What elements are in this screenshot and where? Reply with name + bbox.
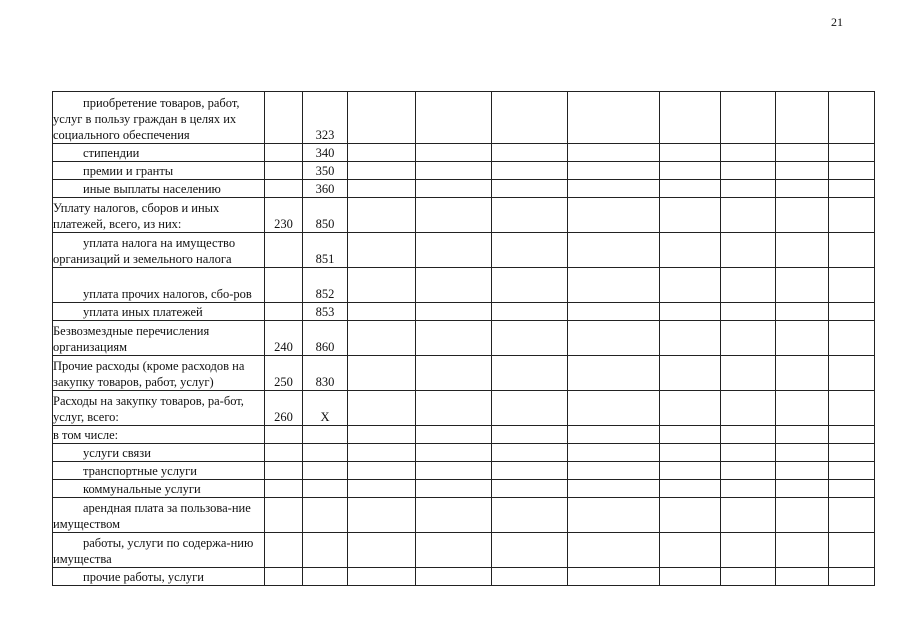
amount-cell [721, 462, 776, 480]
table-row [53, 568, 875, 586]
line-code-cell [265, 180, 303, 198]
amount-cell [568, 321, 660, 356]
amount-cell [721, 498, 776, 533]
line-code-cell [265, 533, 303, 568]
row-label: работы, услуги по содержа-нию имущества [53, 533, 265, 568]
amount-cell [660, 303, 721, 321]
table-row [53, 268, 875, 303]
amount-cell [829, 568, 875, 586]
table-row [53, 533, 875, 568]
amount-cell [776, 533, 829, 568]
amount-cell [416, 180, 492, 198]
kbk-code-cell [303, 462, 348, 480]
amount-cell [721, 444, 776, 462]
amount-cell [660, 144, 721, 162]
amount-cell [492, 180, 568, 198]
amount-cell [492, 198, 568, 233]
amount-cell [829, 162, 875, 180]
financial-plan-table [52, 91, 875, 586]
row-label: Уплату налогов, сборов и иных платежей, всего, из них: [53, 198, 265, 233]
kbk-code-cell: 323 [303, 92, 348, 144]
amount-cell [829, 268, 875, 303]
amount-cell [660, 426, 721, 444]
amount-cell [776, 321, 829, 356]
kbk-code-cell [303, 480, 348, 498]
amount-cell [348, 198, 416, 233]
line-code-cell [265, 303, 303, 321]
amount-cell [492, 498, 568, 533]
amount-cell [348, 533, 416, 568]
amount-cell [776, 180, 829, 198]
amount-cell [568, 444, 660, 462]
amount-cell [829, 321, 875, 356]
row-label: премии и гранты [53, 162, 265, 180]
row-label: уплата иных платежей [53, 303, 265, 321]
amount-cell [721, 480, 776, 498]
amount-cell [829, 303, 875, 321]
amount-cell [568, 480, 660, 498]
amount-cell [568, 198, 660, 233]
amount-cell [829, 426, 875, 444]
table-row [53, 180, 875, 198]
amount-cell [568, 498, 660, 533]
row-label: Расходы на закупку товаров, ра-бот, услуг, всего: [53, 391, 265, 426]
amount-cell [348, 426, 416, 444]
table-row [53, 198, 875, 233]
kbk-code-cell: 850 [303, 198, 348, 233]
kbk-code-cell [303, 568, 348, 586]
line-code-cell: 250 [265, 356, 303, 391]
amount-cell [660, 233, 721, 268]
table-row [53, 391, 875, 426]
amount-cell [660, 391, 721, 426]
amount-cell [348, 391, 416, 426]
amount-cell [660, 568, 721, 586]
amount-cell [568, 533, 660, 568]
amount-cell [416, 162, 492, 180]
kbk-code-cell: 853 [303, 303, 348, 321]
amount-cell [416, 303, 492, 321]
amount-cell [721, 568, 776, 586]
amount-cell [829, 462, 875, 480]
amount-cell [776, 92, 829, 144]
amount-cell [776, 198, 829, 233]
amount-cell [492, 356, 568, 391]
amount-cell [829, 498, 875, 533]
kbk-code-cell: 360 [303, 180, 348, 198]
amount-cell [829, 92, 875, 144]
amount-cell [829, 444, 875, 462]
amount-cell [829, 144, 875, 162]
row-label: уплата налога на имущество организаций и земельного налога [53, 233, 265, 268]
amount-cell [568, 462, 660, 480]
amount-cell [348, 321, 416, 356]
amount-cell [721, 321, 776, 356]
table-row [53, 144, 875, 162]
amount-cell [568, 356, 660, 391]
amount-cell [721, 92, 776, 144]
row-label: стипендии [53, 144, 265, 162]
amount-cell [721, 303, 776, 321]
table-row [53, 444, 875, 462]
amount-cell [416, 426, 492, 444]
amount-cell [416, 444, 492, 462]
table-row [53, 321, 875, 356]
row-label: Прочие расходы (кроме расходов на закупку товаров, работ, услуг) [53, 356, 265, 391]
table-row [53, 426, 875, 444]
amount-cell [776, 568, 829, 586]
amount-cell [776, 268, 829, 303]
amount-cell [776, 391, 829, 426]
amount-cell [492, 144, 568, 162]
line-code-cell [265, 568, 303, 586]
line-code-cell: 240 [265, 321, 303, 356]
kbk-code-cell: 852 [303, 268, 348, 303]
kbk-code-cell: 860 [303, 321, 348, 356]
amount-cell [568, 144, 660, 162]
amount-cell [348, 498, 416, 533]
amount-cell [416, 144, 492, 162]
amount-cell [492, 321, 568, 356]
amount-cell [660, 356, 721, 391]
amount-cell [721, 198, 776, 233]
amount-cell [348, 568, 416, 586]
table-row [53, 356, 875, 391]
amount-cell [829, 391, 875, 426]
amount-cell [416, 462, 492, 480]
row-label: прочие работы, услуги [53, 568, 265, 586]
amount-cell [568, 92, 660, 144]
amount-cell [348, 92, 416, 144]
amount-cell [776, 498, 829, 533]
line-code-cell [265, 268, 303, 303]
row-label: приобретение товаров, работ, услуг в пользу граждан в целях их социального обеспечения [53, 92, 265, 144]
amount-cell [348, 480, 416, 498]
table-row [53, 233, 875, 268]
kbk-code-cell [303, 498, 348, 533]
amount-cell [660, 462, 721, 480]
table-row [53, 303, 875, 321]
amount-cell [660, 321, 721, 356]
amount-cell [416, 268, 492, 303]
amount-cell [348, 144, 416, 162]
table-row [53, 92, 875, 144]
amount-cell [829, 533, 875, 568]
amount-cell [492, 391, 568, 426]
amount-cell [660, 92, 721, 144]
amount-cell [348, 233, 416, 268]
table-row [53, 498, 875, 533]
line-code-cell [265, 162, 303, 180]
row-label: иные выплаты населению [53, 180, 265, 198]
row-label: арендная плата за пользова-ние имуществом [53, 498, 265, 533]
amount-cell [492, 233, 568, 268]
amount-cell [416, 198, 492, 233]
kbk-code-cell: 350 [303, 162, 348, 180]
amount-cell [416, 533, 492, 568]
amount-cell [660, 444, 721, 462]
kbk-code-cell [303, 533, 348, 568]
amount-cell [568, 568, 660, 586]
amount-cell [660, 162, 721, 180]
amount-cell [492, 162, 568, 180]
amount-cell [776, 144, 829, 162]
amount-cell [348, 162, 416, 180]
amount-cell [721, 356, 776, 391]
amount-cell [829, 480, 875, 498]
line-code-cell [265, 480, 303, 498]
amount-cell [721, 268, 776, 303]
amount-cell [776, 462, 829, 480]
amount-cell [492, 303, 568, 321]
row-label: в том числе: [53, 426, 265, 444]
amount-cell [348, 444, 416, 462]
amount-cell [776, 303, 829, 321]
amount-cell [721, 391, 776, 426]
amount-cell [829, 233, 875, 268]
amount-cell [721, 162, 776, 180]
amount-cell [660, 198, 721, 233]
kbk-code-cell [303, 444, 348, 462]
amount-cell [492, 444, 568, 462]
amount-cell [348, 268, 416, 303]
amount-cell [492, 462, 568, 480]
amount-cell [721, 233, 776, 268]
amount-cell [660, 268, 721, 303]
row-label: коммунальные услуги [53, 480, 265, 498]
amount-cell [829, 180, 875, 198]
amount-cell [568, 303, 660, 321]
amount-cell [776, 162, 829, 180]
amount-cell [776, 426, 829, 444]
amount-cell [416, 92, 492, 144]
row-label: услуги связи [53, 444, 265, 462]
line-code-cell [265, 144, 303, 162]
amount-cell [660, 533, 721, 568]
amount-cell [416, 480, 492, 498]
kbk-code-cell: 340 [303, 144, 348, 162]
amount-cell [492, 568, 568, 586]
amount-cell [568, 233, 660, 268]
amount-cell [416, 321, 492, 356]
amount-cell [348, 356, 416, 391]
amount-cell [416, 233, 492, 268]
line-code-cell [265, 498, 303, 533]
line-code-cell [265, 462, 303, 480]
amount-cell [568, 426, 660, 444]
kbk-code-cell [303, 426, 348, 444]
amount-cell [776, 356, 829, 391]
kbk-code-cell: 851 [303, 233, 348, 268]
amount-cell [721, 426, 776, 444]
line-code-cell [265, 92, 303, 144]
amount-cell [568, 391, 660, 426]
amount-cell [416, 568, 492, 586]
amount-cell [829, 198, 875, 233]
page-number: 21 [831, 15, 843, 29]
table-row [53, 480, 875, 498]
amount-cell [721, 144, 776, 162]
amount-cell [660, 498, 721, 533]
amount-cell [776, 480, 829, 498]
amount-cell [492, 92, 568, 144]
amount-cell [348, 462, 416, 480]
amount-cell [348, 303, 416, 321]
line-code-cell [265, 233, 303, 268]
amount-cell [721, 180, 776, 198]
amount-cell [776, 233, 829, 268]
line-code-cell: 260 [265, 391, 303, 426]
amount-cell [721, 533, 776, 568]
amount-cell [492, 426, 568, 444]
amount-cell [416, 356, 492, 391]
line-code-cell [265, 444, 303, 462]
row-label: транспортные услуги [53, 462, 265, 480]
line-code-cell [265, 426, 303, 444]
amount-cell [416, 498, 492, 533]
row-label: уплата прочих налогов, сбо-ров [53, 268, 265, 303]
kbk-code-cell: 830 [303, 356, 348, 391]
amount-cell [660, 180, 721, 198]
line-code-cell: 230 [265, 198, 303, 233]
table-row [53, 462, 875, 480]
amount-cell [492, 268, 568, 303]
row-label: Безвозмездные перечисления организациям [53, 321, 265, 356]
amount-cell [568, 162, 660, 180]
amount-cell [568, 180, 660, 198]
amount-cell [492, 480, 568, 498]
amount-cell [348, 180, 416, 198]
table-row [53, 162, 875, 180]
amount-cell [416, 391, 492, 426]
amount-cell [660, 480, 721, 498]
amount-cell [492, 533, 568, 568]
amount-cell [568, 268, 660, 303]
kbk-code-cell: X [303, 391, 348, 426]
amount-cell [829, 356, 875, 391]
amount-cell [776, 444, 829, 462]
